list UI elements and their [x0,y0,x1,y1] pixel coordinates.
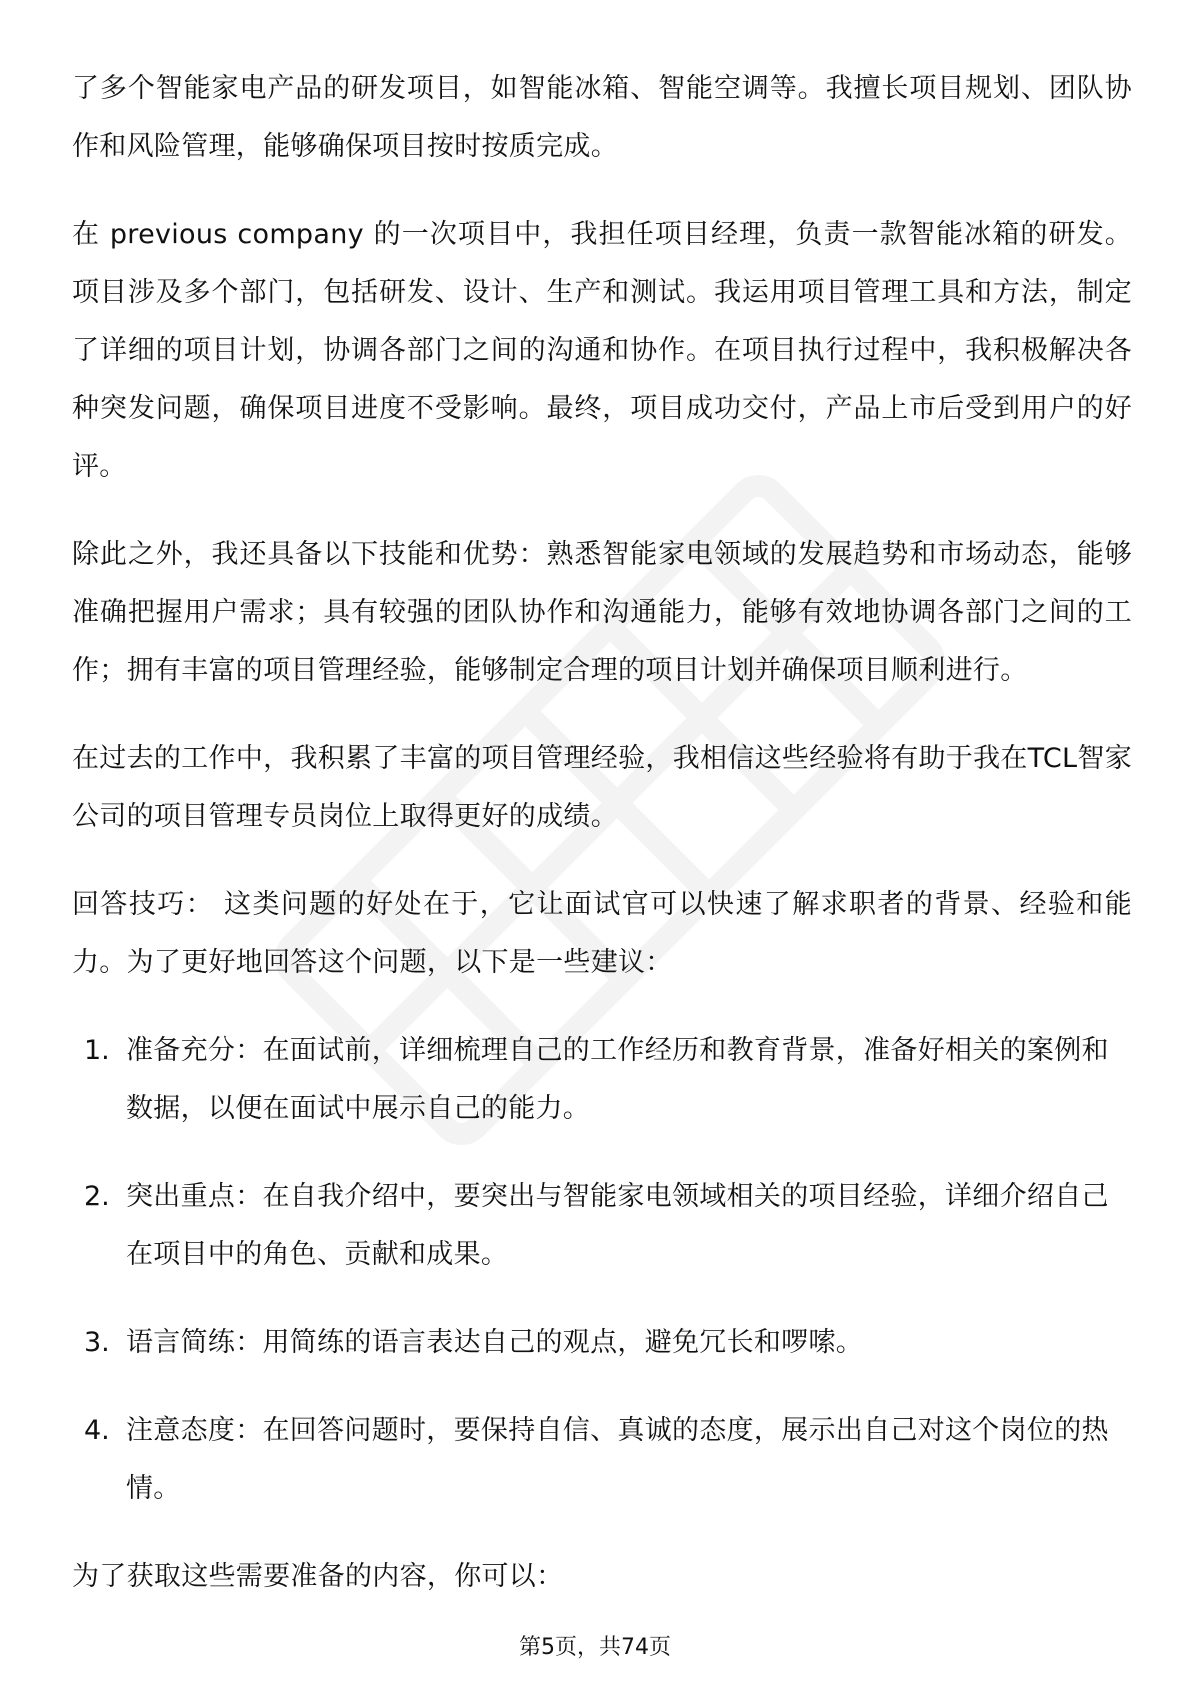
paragraph-project-case: 在 previous company 的一次项目中，我担任项目经理，负责一款智能冰箱的研发。项目涉及多个部门，包括研发、设计、生产和测试。我运用项目管理工具和方法，制定了详细的项目计划，协调各部门之间的沟通和协作。在项目执行过程中，我积极解决各种突发问题，确保项目进度不受影响。最终，项目成功交付，产品上市后受到用户的好评。 [72,219,1132,482]
paragraph-experience-summary: 了多个智能家电产品的研发项目，如智能冰箱、智能空调等。我擅长项目规划、团队协作和风险管理，能够确保项目按时按质完成。 [72,73,1132,162]
document-body [72,60,1132,1606]
list-item [72,1314,1132,1372]
paragraph-skills: 除此之外，我还具备以下技能和优势：熟悉智能家电领域的发展趋势和市场动态，能够准确把握用户需求；具有较强的团队协作和沟通能力，能够有效地协调各部门之间的工作；拥有丰富的项目管理经验，能够制定合理的项目计划并确保项目顺利进行。 [72,539,1132,686]
list-item-number: 4. [84,1415,110,1446]
list-item [72,1168,1132,1284]
list-item [72,1402,1132,1518]
paragraph-preparation: 为了获取这些需要准备的内容，你可以： [72,1561,564,1592]
tips-list [72,1022,1132,1518]
list-item [72,1022,1132,1138]
paragraph-answer-tips-intro: 回答技巧： 这类问题的好处在于，它让面试官可以快速了解求职者的背景、经验和能力。为了更好地回答这个问题，以下是一些建议： [72,889,1132,978]
list-item-number: 3. [84,1327,110,1358]
list-item-number: 1. [84,1035,110,1066]
list-item-text: 注意态度：在回答问题时，要保持自信、真诚的态度，展示出自己对这个岗位的热情。 [126,1415,1109,1504]
list-item-number: 2. [84,1181,110,1212]
page-number-footer: 第5页，共74页 [519,1635,671,1660]
list-item-text: 突出重点：在自我介绍中，要突出与智能家电领域相关的项目经验，详细介绍自己在项目中的角色、贡献和成果。 [126,1181,1109,1270]
list-item-text: 准备充分：在面试前，详细梳理自己的工作经历和教育背景，准备好相关的案例和数据，以便在面试中展示自己的能力。 [126,1035,1109,1124]
list-item-text: 语言简练：用简练的语言表达自己的观点，避免冗长和啰嗦。 [126,1327,864,1358]
paragraph-conclusion: 在过去的工作中，我积累了丰富的项目管理经验，我相信这些经验将有助于我在TCL智家公司的项目管理专员岗位上取得更好的成绩。 [72,743,1132,832]
